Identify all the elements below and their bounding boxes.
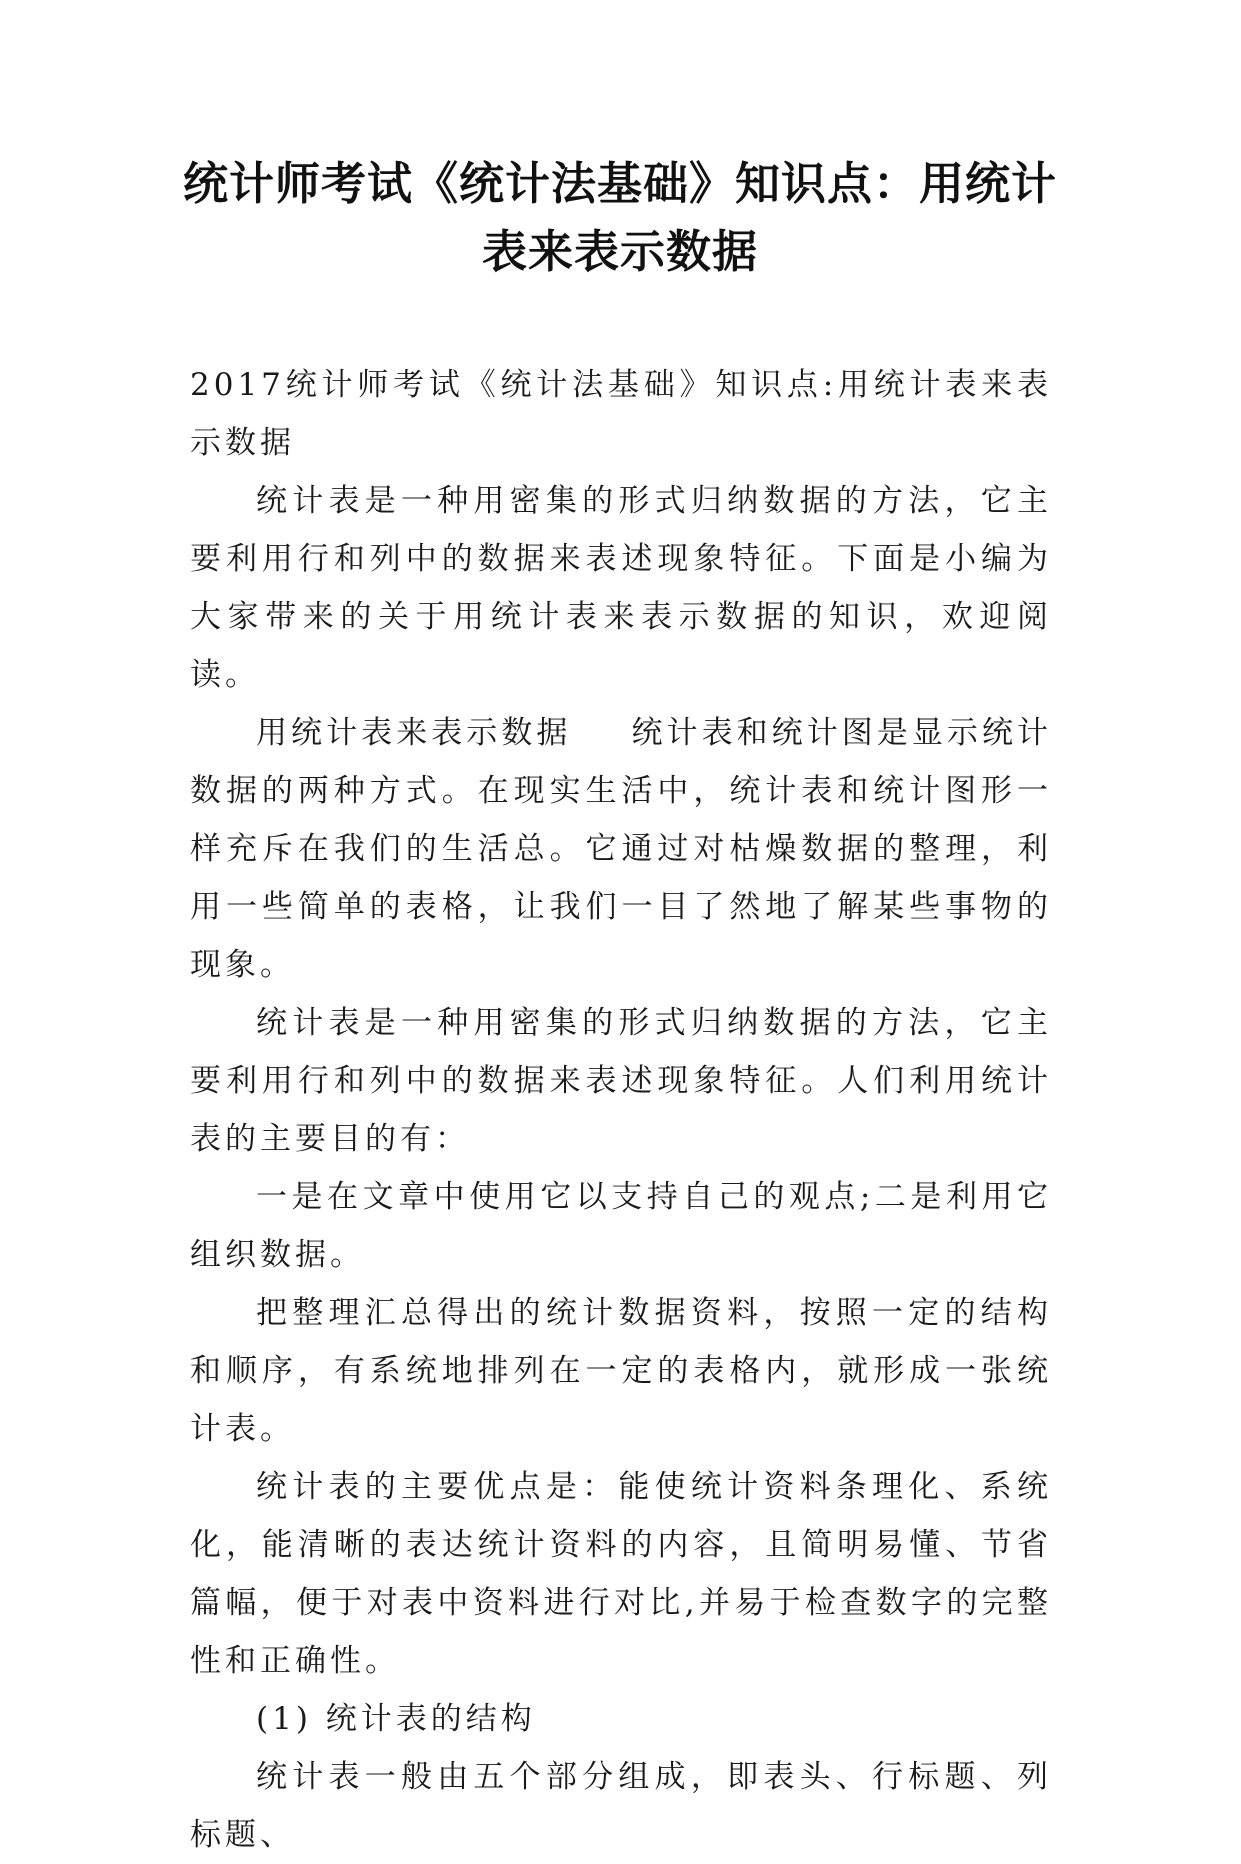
paragraph-intro: 统计表是一种用密集的形式归纳数据的方法，它主要利用行和列中的数据来表述现象特征。下面是小编为大家带来的关于用统计表来表示数据的知识，欢迎阅读。 bbox=[190, 483, 1052, 693]
paragraph-advantages: 统计表的主要优点是：能使统计资料条理化、系统化，能清晰的表达统计资料的内容，且简明易懂、节省篇幅，便于对表中资料进行对比,并易于检查数字的完整性和正确性。 bbox=[190, 1469, 1052, 1679]
paragraph-structure: 统计表一般由五个部分组成，即表头、行标题、列标题、 bbox=[190, 1759, 1052, 1853]
section-heading: 用统计表来表示数据 bbox=[256, 715, 572, 751]
document-body bbox=[190, 356, 1052, 1864]
paragraph-section-heading bbox=[190, 704, 1052, 994]
paragraph-uses: 一是在文章中使用它以支持自己的观点;二是利用它组织数据。 bbox=[190, 1179, 1052, 1273]
document-title: 统计师考试《统计法基础》知识点：用统计表来表示数据 bbox=[182, 157, 1057, 278]
paragraph-structure-heading: (1) 统计表的结构 bbox=[256, 1701, 536, 1737]
document-subtitle: 2017统计师考试《统计法基础》知识点:用统计表来表示数据 bbox=[190, 367, 1052, 461]
section-heading-text: 统计表和统计图是显示统计数据的两种方式。在现实生活中，统计表和统计图形一样充斥在我们的生活总。它通过对枯燥数据的整理，利用一些简单的表格，让我们一目了然地了解某些事物的现象。 bbox=[190, 715, 1053, 983]
paragraph-purpose: 统计表是一种用密集的形式归纳数据的方法，它主要利用行和列中的数据来表述现象特征。人们利用统计表的主要目的有： bbox=[190, 1005, 1052, 1157]
paragraph-definition: 把整理汇总得出的统计数据资料，按照一定的结构和顺序，有系统地排列在一定的表格内，就形成一张统计表。 bbox=[190, 1295, 1052, 1447]
